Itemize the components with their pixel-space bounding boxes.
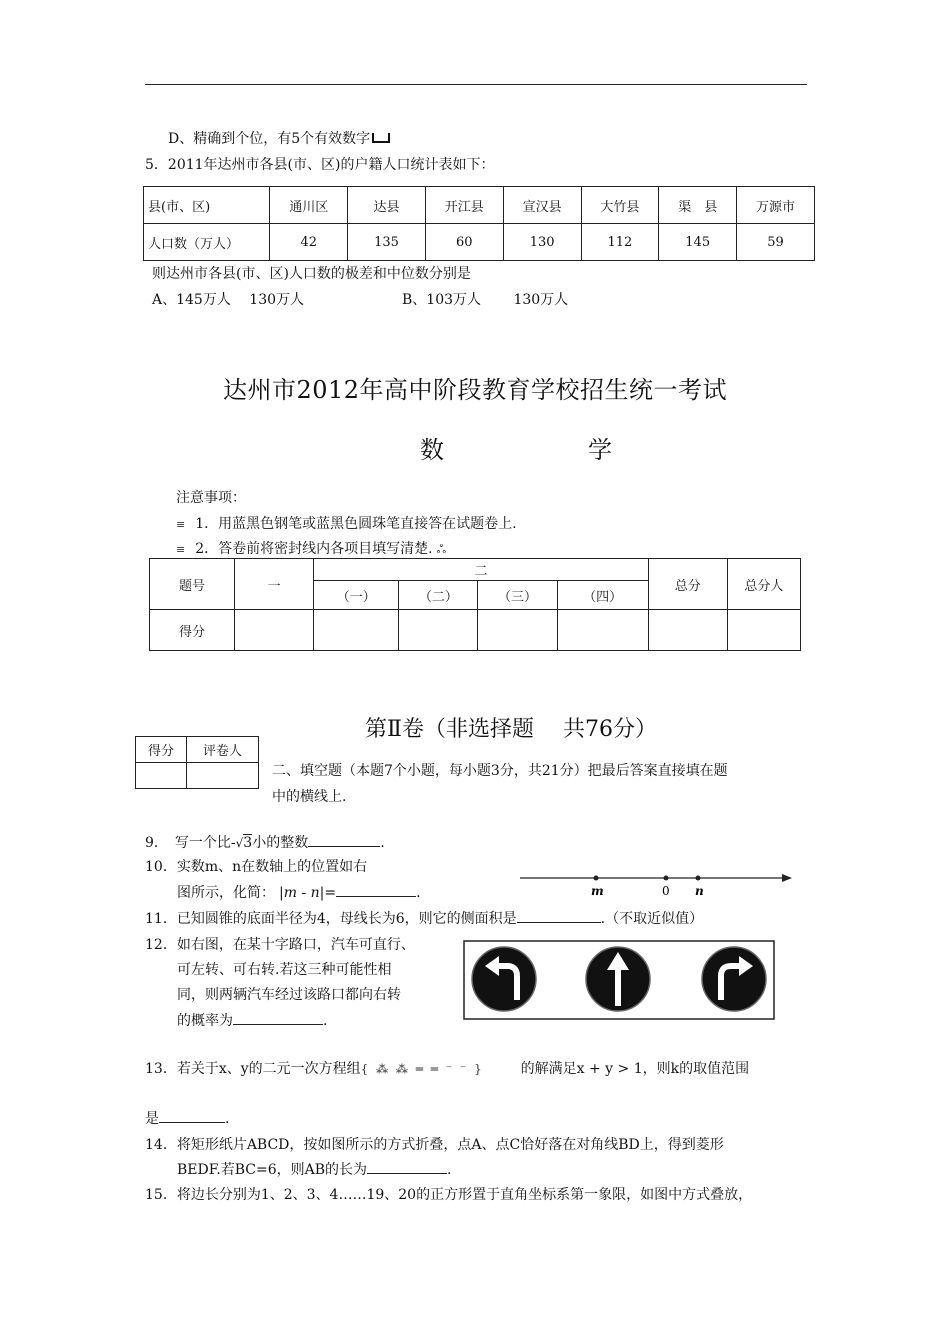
table-cell: 人口数（万人） [144,224,270,261]
table-cell: 评卷人 [187,737,259,763]
table-cell: 145 [659,224,737,261]
table-cell [557,610,648,651]
table-cell: 题号 [150,559,235,610]
table-cell [136,763,187,789]
table-cell: 得分 [150,610,235,651]
part2-intro-2: 中的横线上. [272,789,347,805]
notes-item-2: ≡ 2．答卷前将密封线内各项目填写清楚. ஃ [176,541,446,557]
q5-option-a: A、145万人 130万人 [152,292,305,308]
table-cell: 大竹县 [581,187,659,224]
point-m [594,876,599,881]
table-cell: 得分 [136,737,187,763]
section-2-title: 第Ⅱ卷（非选择题 共76分） [365,717,657,742]
table-row [150,559,801,581]
arrow-icon [782,874,792,882]
exam-title: 达州市2012年高中阶段教育学校招生统一考试 [222,376,728,404]
q11: 11．已知圆锥的底面半径为4，母线长为6，则它的侧面积是 .（不取近似值） [145,911,704,927]
table-cell [727,610,800,651]
number-line [518,866,798,898]
table-cell: 42 [270,224,348,261]
notes-item-1: ≡ 1．用蓝黑色钢笔或蓝黑色圆珠笔直接答在试题卷上. [176,516,517,532]
sign-icon: ≡ [176,518,186,531]
subject-title: 数 学 [420,436,672,464]
straight-arrow-shaft [615,968,621,1006]
table-row [136,763,259,789]
table-row [136,737,259,763]
q10-line2: 图所示，化简： |m - n|= . [177,885,421,901]
table-cell [314,610,399,651]
table-row [150,610,801,651]
q12-line4: 的概率为 . [177,1013,328,1029]
table-cell: 135 [348,224,426,261]
score-table [149,558,801,651]
table-cell: 130 [503,224,581,261]
q14-line1: 14．将矩形纸片ABCD，按如图所示的方式折叠，点A、点C恰好落在对角线BD上，得到菱形 [145,1137,724,1153]
table-cell: （四） [557,581,648,610]
point-o [664,876,669,881]
left-turn-circle [472,947,536,1011]
q15: 15．将边长分别为1、2、3、4……19、20的正方形置于直角坐标系第一象限，如图中方式叠放， [145,1187,753,1203]
right-turn-sign [702,947,766,1011]
table-cell: （三） [478,581,557,610]
equation-system-glyph: { ⁂ ⁂ ═ ═ ⁻ ⁻ } [360,1062,484,1076]
table-cell [478,610,557,651]
notes-label: 注意事项： [176,490,246,506]
population-table [143,186,815,261]
point-n [696,876,701,881]
q12-line3: 同，则两辆汽车经过该路口都向右转 [177,987,401,1003]
q5-stem: 5．2011年达州市各县(市、区)的户籍人口统计表如下： [145,157,495,173]
label-m: m [591,884,604,898]
table-cell: 一 [235,559,314,610]
label-o: 0 [662,884,670,898]
q5-option-b: B、103万人 130万人 [402,292,569,308]
table-cell: 112 [581,224,659,261]
table-cell [187,763,259,789]
table-row [144,187,815,224]
top-rule [145,84,807,85]
q5-question: 则达州市各县(市、区)人口数的极差和中位数分别是 [152,266,471,282]
left-turn-sign [472,947,536,1011]
q13: 13．若关于x、y的二元一次方程组{ ⁂ ⁂ ═ ═ ⁻ ⁻ } 的解满足x + y > 1，则k的取值范围 [145,1061,750,1077]
q4-option-d: D、精确到个位，有5个有效数字 [168,128,390,148]
table-cell [648,610,727,651]
q12-line2: 可左转、可右转.若这三种可能性相 [177,962,392,978]
table-cell: （二） [399,581,478,610]
table-cell: 60 [425,224,503,261]
q12-line1: 12．如右图，在某十字路口，汽车可直行、 [145,937,415,953]
table-cell: 总分 [648,559,727,610]
table-cell: 达县 [348,187,426,224]
table-cell: 县(市、区) [144,187,270,224]
part2-intro-1: 二、填空题（本题7个小题，每小题3分，共21分）把最后答案直接填在题 [272,763,728,779]
q14-line2: BEDF.若BC=6，则AB的长为 . [177,1162,452,1178]
table-cell: 通川区 [270,187,348,224]
table-cell: 开江县 [425,187,503,224]
table-cell: 宣汉县 [503,187,581,224]
label-n: n [695,884,704,898]
table-cell: 万源市 [737,187,815,224]
traffic-signs [463,940,775,1020]
q13-cont: 是 . [145,1111,230,1127]
table-row [144,224,815,261]
q9: 9． 写一个比-√3小的整数 . [145,835,385,851]
table-cell: 渠 县 [659,187,737,224]
sign-icon: ≡ [176,543,186,556]
table-cell: 二 [314,559,648,581]
grader-box [135,736,259,789]
right-turn-circle [702,947,766,1011]
table-cell: 总分人 [727,559,800,610]
straight-sign [586,947,650,1011]
table-cell [399,610,478,651]
table-cell: 59 [737,224,815,261]
scribble-icon: ஃ [436,542,446,556]
table-cell [235,610,314,651]
q10-line1: 10．实数m、n在数轴上的位置如右 [145,859,368,875]
table-cell: （一） [314,581,399,610]
